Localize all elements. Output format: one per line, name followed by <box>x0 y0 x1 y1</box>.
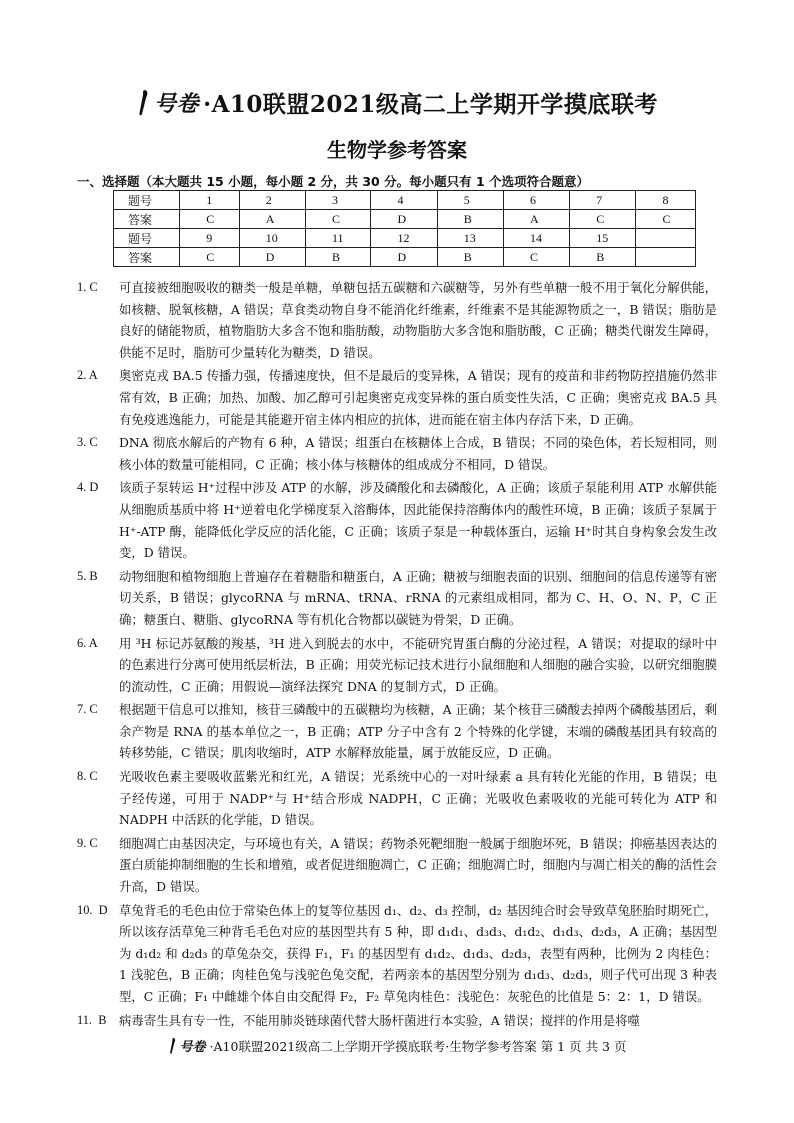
row-label: 答案 <box>114 248 180 267</box>
item-text: 用 ³H 标记苏氨酸的羧基，³H 进入到脱去的水中，不能研究胃蛋白酶的分泌过程，A 错误；对提取的绿叶中的色素进行分离可使用纸层析法，B 正确；用荧光标记技术进行小鼠细胞和人细胞的融合实验，以研究细胞膜的流动性，C 正确；用假说—演绎法探究 DNA 的复制方式，D 正确。 <box>119 635 717 694</box>
table-cell: D <box>371 248 437 267</box>
item-number: 8. C <box>77 769 98 784</box>
table-cell: 11 <box>305 229 371 248</box>
list-item <box>77 766 717 831</box>
item-number: 3. C <box>77 435 98 450</box>
list-item <box>77 477 717 563</box>
list-item <box>77 900 717 1008</box>
row-label: 题号 <box>114 191 180 210</box>
table-cell: 14 <box>503 229 569 248</box>
table-cell: B <box>437 210 503 229</box>
item-text: 该质子泵转运 H⁺过程中涉及 ATP 的水解，涉及磷酸化和去磷酸化，A 正确；该质子泵能利用 ATP 水解供能从细胞质基质中将 H⁺逆着电化学梯度泵入溶酶体，因此能保持溶酶体内的酸性环境，B 正确；该质子泵属于 H⁺-ATP 酶，能降低化学反应的活化能，C 正确；该质子泵是一种载体蛋白，运输 H⁺时其自身构象会发生改变，D 错误。 <box>119 480 717 561</box>
table-row <box>114 191 696 210</box>
table-cell: 8 <box>636 191 696 210</box>
list-item <box>77 833 717 898</box>
item-number: 4. D <box>77 480 99 495</box>
item-text: DNA 彻底水解后的产物有 6 种，A 错误；组蛋白在核糖体上合成，B 错误；不同的染色体，若长短相同，则核小体的数量可能相同，C 正确；核小体与核糖体的组成成分不相同，D 错误。 <box>119 435 717 472</box>
item-text: 草兔背毛的毛色由位于常染色体上的复等位基因 d₁、d₂、d₃ 控制，d₂ 基因纯合时会导致草兔胚胎时期死亡，所以该存活草兔三种背毛毛色对应的基因型共有 5 种，即 d₁d₁、d₃d₃、d₁d₂、d₁d₃、d₂d₃，A 正确；基因型为 d₁d₂ 和 d₂d₃ 的草兔杂交，获得 F₁，F₁ 的基因型有 d₁d₂、d₁d₃、d₂d₃，表型有两种，比例为 2 肉桂色：1 浅驼色，B 正确；肉桂色兔与浅驼色兔交配，若两亲本的基因型分别为 d₁d₃、d₂d₃，则子代可出现 3 种表型，C 正确；F₁ 中雌雄个体自由交配得 F₂，F₂ 草兔肉桂色：浅驼色：灰驼色的比值是 5：2：1，D 错误。 <box>119 902 717 1004</box>
table-cell <box>636 229 696 248</box>
table-cell: A <box>503 210 569 229</box>
table-cell: D <box>371 210 437 229</box>
footer-text: ·A10联盟2021级高二上学期开学摸底联考·生物学参考答案 第 1 页 共 3 页 <box>209 1038 627 1054</box>
brush-stroke-icon <box>136 89 152 117</box>
list-item <box>77 699 717 764</box>
brush-stroke-icon <box>168 1037 178 1055</box>
table-cell: 13 <box>437 229 503 248</box>
table-cell: 12 <box>371 229 437 248</box>
item-number: 7. C <box>77 702 98 717</box>
page-title <box>136 86 658 119</box>
footer-logo <box>168 1036 206 1055</box>
table-cell: 5 <box>437 191 503 210</box>
table-cell: 10 <box>239 229 305 248</box>
table-cell: 15 <box>570 229 636 248</box>
table-cell: B <box>437 248 503 267</box>
list-item <box>77 432 717 475</box>
item-text: 可直接被细胞吸收的糖类一般是单糖，单糖包括五碳糖和六碳糖等，另外有些单糖一般不用于氧化分解供能，如核糖、脱氧核糖，A 错误；草食类动物自身不能消化纤维素，纤维素不是其能源物质之一，B 错误；脂肪是良好的储能物质，植物脂肪大多含不饱和脂肪酸，动物脂肪大多含饱和脂肪酸，C 正确；糖类代谢发生障碍，供能不足时，脂肪可少量转化为糖类，D 错误。 <box>119 280 717 360</box>
table-cell: 1 <box>180 191 239 210</box>
table-cell: C <box>636 210 696 229</box>
table-cell: 9 <box>180 229 239 248</box>
brand-logo <box>136 87 199 118</box>
answer-table <box>113 190 696 267</box>
section-heading: 一、选择题（本大题共 15 小题，每小题 2 分，共 30 分。每小题只有 1 个选项符合题意） <box>77 174 590 189</box>
list-item <box>77 633 717 698</box>
table-cell: 2 <box>239 191 305 210</box>
table-cell: C <box>180 210 239 229</box>
item-number: 2. A <box>77 368 98 383</box>
page-footer <box>0 1036 794 1055</box>
table-cell <box>636 248 696 267</box>
logo-text: 号卷 <box>154 92 200 117</box>
table-cell: D <box>239 248 305 267</box>
table-cell: C <box>305 210 371 229</box>
title-text: ·A10联盟2021级高二上学期开学摸底联考 <box>203 91 658 118</box>
table-row <box>114 229 696 248</box>
table-cell: B <box>570 248 636 267</box>
item-text: 细胞凋亡由基因决定，与环境也有关，A 错误；药物杀死靶细胞一般属于细胞坏死，B 错误；抑癌基因表达的蛋白质能抑制细胞的生长和增殖，或者促进细胞凋亡，C 正确；细胞凋亡时，细胞内与凋亡相关的酶的活性会升高，D 错误。 <box>119 835 717 895</box>
item-text: 动物细胞和植物细胞上普遍存在着糖脂和糖蛋白，A 正确；糖被与细胞表面的识别、细胞间的信息传递等有密切关系，B 错误；glycoRNA 与 mRNA、tRNA、rRNA 的元素组成相同，都为 C、H、O、N、P，C 正确；糖蛋白、糖脂、glycoRNA 等有机化合物都以碳链为骨架，D 正确。 <box>119 568 717 627</box>
table-cell: C <box>503 248 569 267</box>
list-item <box>77 365 717 430</box>
row-label: 答案 <box>114 210 180 229</box>
item-number: 6. A <box>77 635 98 650</box>
table-cell: 7 <box>570 191 636 210</box>
item-number: 10. D <box>77 902 108 917</box>
item-text: 病毒寄生具有专一性，不能用肺炎链球菌代替大肠杆菌进行本实验，A 错误；搅拌的作用是将噬 <box>119 1012 640 1028</box>
table-cell: A <box>239 210 305 229</box>
explanation-list <box>77 277 717 1033</box>
table-row <box>114 210 696 229</box>
item-text: 光吸收色素主要吸收蓝紫光和红光，A 错误；光系统中心的一对叶绿素 a 具有转化光能的作用，B 错误；电子经传递，可用于 NADP⁺与 H⁺结合形成 NADPH，C 正确；光吸收色素吸收的光能可转化为 ATP 和 NADPH 中活跃的化学能，D 错误。 <box>119 769 717 828</box>
item-text: 奥密克戎 BA.5 传播力强，传播速度快，但不是最后的变异株，A 错误；现有的疫苗和非药物防控措施仍然非常有效，B 正确；加热、加酸、加乙醇可引起奥密克戎变异株的蛋白质变性失活，C 正确；奥密克戎 BA.5 具有免疫逃逸能力，可能是其能避开宿主体内相应的抗体，进而能在宿主体内存活下来，D 正确。 <box>119 368 717 427</box>
item-number: 9. C <box>77 835 98 850</box>
table-cell: 4 <box>371 191 437 210</box>
item-text: 根据题干信息可以推知，核苷三磷酸中的五碳糖均为核糖，A 正确；某个核苷三磷酸去掉两个磷酸基团后，剩余产物是 RNA 的基本单位之一，B 正确；ATP 分子中含有 2 个特殊的化学键，末端的磷酸基团具有较高的转移势能，C 错误；肌肉收缩时，ATP 水解释放能量，属于放能反应，D 正确。 <box>119 702 717 761</box>
item-number: 5. B <box>77 568 98 583</box>
table-cell: B <box>305 248 371 267</box>
table-cell: C <box>180 248 239 267</box>
item-number: 1. C <box>77 280 98 294</box>
row-label: 题号 <box>114 229 180 248</box>
table-cell: C <box>570 210 636 229</box>
item-number: 11. B <box>77 1012 107 1027</box>
title-row <box>0 86 794 121</box>
list-item <box>77 277 717 363</box>
table-cell: 3 <box>305 191 371 210</box>
footer-logo-text: 号卷 <box>179 1040 206 1055</box>
list-item <box>77 1010 717 1032</box>
table-cell: 6 <box>503 191 569 210</box>
list-item <box>77 566 717 631</box>
table-row <box>114 248 696 267</box>
page-subtitle: 生物学参考答案 <box>327 138 467 162</box>
